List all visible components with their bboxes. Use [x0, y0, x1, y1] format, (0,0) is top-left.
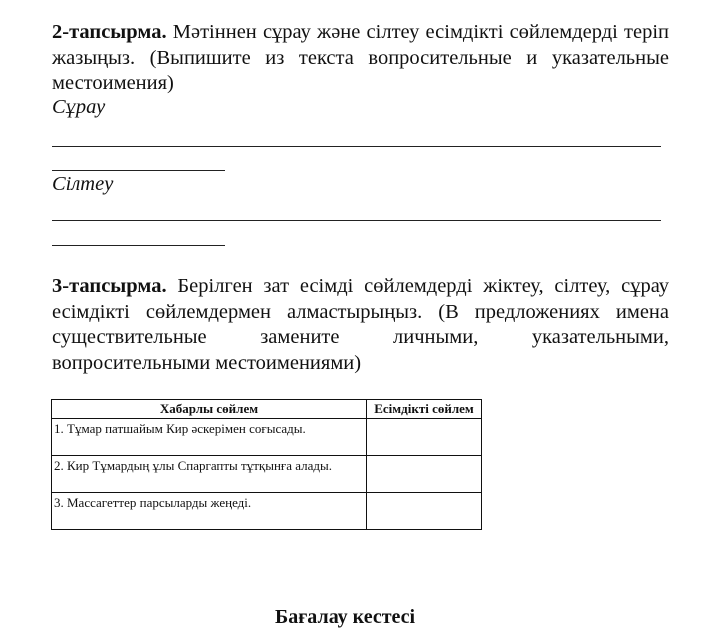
table-cell-sentence: 3. Массагеттер парсыларды жеңеді. [52, 493, 367, 530]
task2-title: 2-тапсырма. [52, 21, 167, 43]
table-header-row [52, 400, 482, 419]
header-pronoun: Есімдікті сөйлем [367, 400, 482, 419]
table-row [52, 493, 482, 530]
table-row [52, 456, 482, 493]
answer-line-2 [52, 170, 225, 171]
table-cell-sentence: 1. Тұмар патшайым Кир әскерімен соғысады. [52, 419, 367, 456]
header-declarative: Хабарлы сөйлем [52, 400, 367, 419]
task3-paragraph [52, 274, 669, 376]
task2-paragraph [52, 20, 669, 97]
assessment-table-title: Бағалау кестесі [275, 606, 416, 628]
table-cell-answer[interactable] [367, 456, 482, 493]
answer-line-4 [52, 245, 225, 246]
table-cell-answer[interactable] [367, 493, 482, 530]
answer-line-3 [52, 220, 661, 221]
answer-line-1 [52, 146, 661, 147]
table-cell-sentence: 2. Кир Тұмардың ұлы Спаргапты тұтқынға алады. [52, 456, 367, 493]
label-demonstrative: Сілтеу [52, 173, 114, 195]
table-cell-answer[interactable] [367, 419, 482, 456]
task3-text: Берілген зат есімді сөйлемдерді жіктеу, сілтеу, сұрау есімдікті сөйлемдермен алмастырыңыз. (В предложениях имена существительные замените личными, указательными, вопросительными местоимениями) [52, 275, 669, 374]
table-row [52, 419, 482, 456]
label-question: Сұрау [52, 96, 106, 118]
task3-title: 3-тапсырма. [52, 275, 167, 297]
sentence-table [51, 399, 482, 530]
task2-text: Мәтіннен сұрау және сілтеу есімдікті сөйлемдерді теріп жазыңыз. (Выпишите из текста вопросительные и указательные местоимения) [52, 21, 669, 94]
